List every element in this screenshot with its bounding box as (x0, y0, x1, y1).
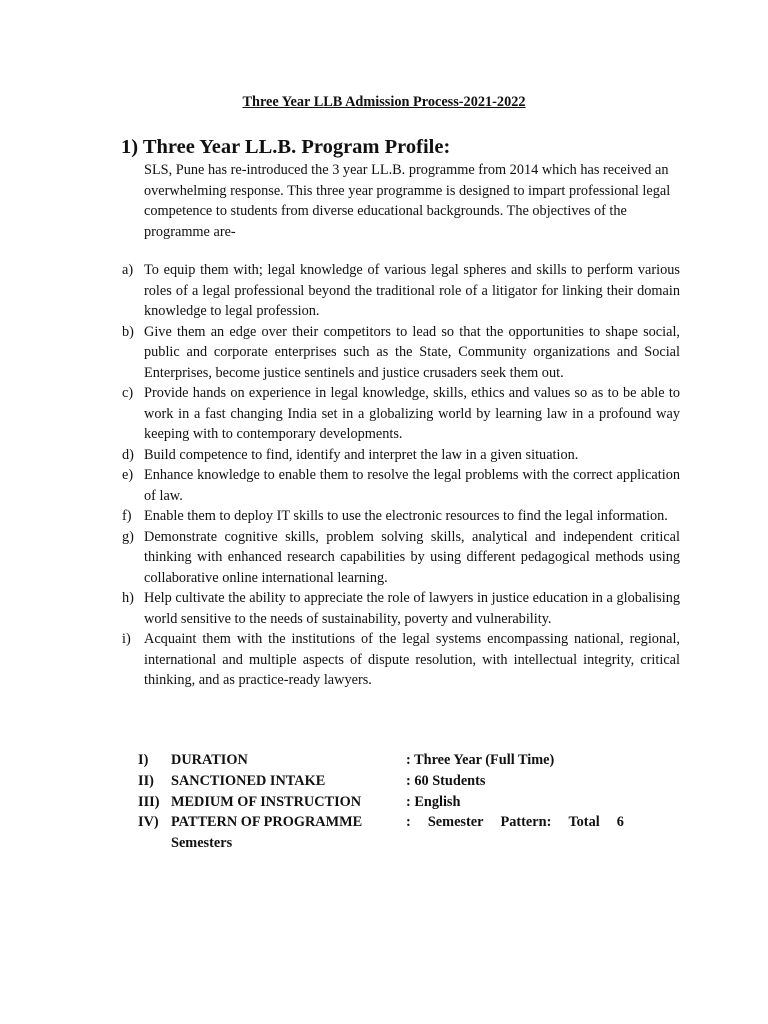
fact-value-part: 6 (616, 814, 624, 831)
objective-marker: c) (122, 385, 134, 401)
fact-value: : English (406, 793, 461, 810)
fact-value-part: : (406, 814, 411, 831)
objective-item (122, 465, 680, 506)
objective-item (122, 527, 680, 589)
fact-value-part: Total (568, 814, 600, 831)
objective-marker: a) (122, 262, 134, 278)
objective-text: Acquaint them with the institutions of the legal systems encompassing national, regional, international and multiple aspects of dispute resolution, with intellectual integrity, critical thinking, and as practice-ready lawyers. (144, 631, 680, 688)
fact-label: SANCTIONED INTAKE (171, 772, 326, 789)
fact-label: DURATION (171, 752, 248, 768)
fact-label: MEDIUM OF INSTRUCTION (171, 793, 362, 810)
fact-number: I) (138, 752, 149, 768)
fact-number: IV) (138, 814, 159, 831)
objective-item (122, 588, 680, 629)
section-heading: 1) Three Year LL.B. Program Profile: (121, 136, 451, 158)
fact-number: III) (138, 793, 160, 810)
objective-text: Help cultivate the ability to appreciate the role of lawyers in justice education in a globalising world sensitive to the needs of sustainability, poverty and vulnerability. (144, 590, 680, 627)
fact-value: : Three Year (Full Time) (406, 752, 555, 768)
objective-item (122, 383, 680, 445)
objective-marker: f) (122, 508, 132, 524)
objective-item (122, 322, 680, 384)
program-facts (138, 750, 698, 854)
objective-marker: e) (122, 467, 134, 483)
objective-item (122, 629, 680, 691)
objective-marker: g) (122, 528, 134, 545)
fact-pattern (138, 812, 698, 833)
objective-item (122, 260, 680, 322)
objective-text: Enable them to deploy IT skills to use the electronic resources to find the legal information. (144, 508, 668, 524)
objective-text: Enhance knowledge to enable them to resolve the legal problems with the correct application of law. (144, 467, 680, 504)
fact-number: II) (138, 772, 154, 789)
fact-label: PATTERN OF PROGRAMME (171, 814, 363, 831)
objective-item (122, 445, 680, 466)
objective-text: Demonstrate cognitive skills, problem solving skills, analytical and independent critical thinking with enhanced research capabilities by using different pedagogical methods using collaborative online international learning. (144, 528, 680, 586)
objective-marker: b) (122, 323, 134, 340)
fact-duration (138, 750, 698, 771)
objective-text: To equip them with; legal knowledge of various legal spheres and skills to perform various roles of a legal professional beyond the traditional role of a litigator for linking their domain knowledge to legal profession. (144, 262, 680, 319)
objective-marker: h) (122, 590, 134, 606)
objective-marker: d) (122, 446, 134, 463)
fact-value-part: Pattern: (500, 814, 552, 831)
fact-continuation: Semesters (171, 835, 233, 852)
fact-value (406, 812, 624, 833)
document-title: Three Year LLB Admission Process-2021-2022 (242, 94, 526, 110)
fact-value-part: Semester (427, 814, 484, 831)
fact-sanctioned-intake (138, 771, 698, 792)
objectives-list (122, 260, 680, 691)
objective-text: Provide hands on experience in legal knowledge, skills, ethics and values so as to be able to work in a fast changing India set in a globalizing world by learning law in a profound way keeping with to contemporary developments. (144, 385, 680, 442)
objective-text: Give them an edge over their competitors to lead so that the opportunities to shape social, public and corporate enterprises such as the State, Community organizations and Social Enterprises, become justice sentinels and justice crusaders seek them out. (144, 323, 680, 381)
fact-value: : 60 Students (406, 772, 486, 789)
intro-paragraph: SLS, Pune has re-introduced the 3 year LL.B. programme from 2014 which has received an overwhelming response. This three year programme is designed to impart professional legal competence to students from diverse educational backgrounds. The objectives of the programme are- (144, 162, 671, 240)
objective-text: Build competence to find, identify and interpret the law in a given situation. (144, 446, 579, 463)
objective-marker: i) (122, 631, 131, 647)
fact-medium (138, 792, 698, 813)
objective-item (122, 506, 680, 527)
